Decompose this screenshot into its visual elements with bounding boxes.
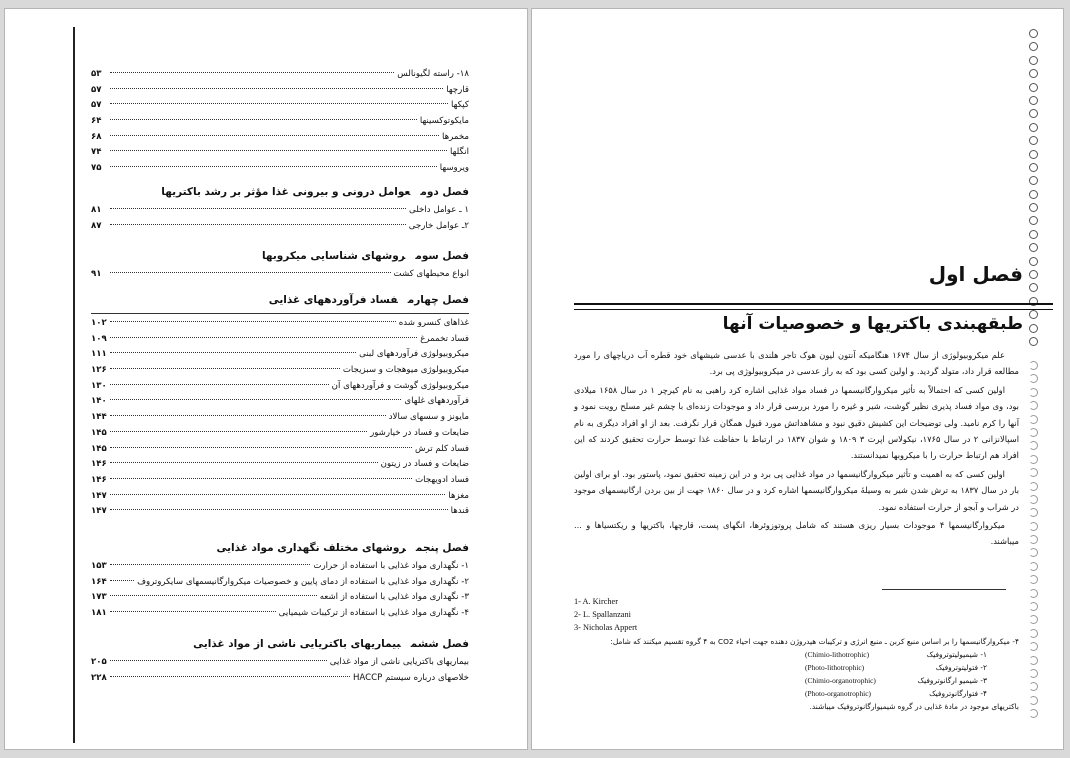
footnote-4-item-fa: ۴- فتوارگانوتروفیک — [929, 689, 987, 698]
toc-entry-title: فساد کلم ترش — [415, 443, 469, 454]
paragraph: میکروارگانیسمها ۴ موجودات بسیار ریزی هستند که شامل پروتوزوئرها، انگهای پست، قارچها، باکتریها و ریکتسیاها و ... میباشند. — [574, 520, 1019, 547]
binding-hole-icon — [1029, 522, 1038, 531]
toc-entry — [91, 489, 469, 505]
toc-leader-dots — [110, 208, 406, 209]
toc-leader-dots — [110, 352, 356, 353]
toc-entry-title: قارچها — [446, 84, 469, 95]
toc-entry-page: ۶۴ — [91, 116, 102, 127]
toc-entry-title: مایونز و سسهای سالاد — [388, 412, 469, 423]
paragraph: علم میکروبیولوژی از سال ۱۶۷۴ هنگامیکه آنتون لیون هوک تاجر هلندی با عدسی شیشهای خود قطره آب دریاچهای را مورد مطالعه قرار داد، متولد گردید. و اولین کسی بود که به راز عدسی در میکروبیولوژی پی برد. — [574, 350, 1019, 377]
binding-hole-icon — [1029, 243, 1038, 252]
toc-entry-page: ۱۴۷ — [91, 506, 107, 517]
chapter-title: فصل اول — [928, 262, 1023, 286]
binding-hole-icon — [1029, 615, 1038, 624]
title-rule — [574, 303, 1053, 305]
footnote-4 — [574, 635, 1019, 713]
footnote-4-item — [805, 674, 1005, 687]
toc-entry — [91, 83, 469, 99]
toc-entry — [91, 145, 469, 161]
toc-entry-page: ۸۱ — [91, 205, 102, 215]
toc-entry-page: ۱۴۶ — [91, 474, 107, 485]
footnote-4-item — [805, 648, 1005, 661]
toc-entry-title: خلاصهای درباره سیستم HACCP — [352, 672, 469, 683]
toc-entry — [91, 379, 469, 395]
toc-entry-title: انگلها — [450, 147, 469, 158]
toc-entry-page: ۵۳ — [91, 69, 102, 79]
toc-entry — [91, 473, 469, 489]
paragraph: اولین کسی که به اهمیت و تأثیر میکروارگانیسمها در مواد غذایی پی برد و در این زمینه تحقیق نمود، پاستور بود. او برای اولین بار در سال ۱۸۳۷ به ترش شدن شیر به وسیلهٔ میکروارگانیسمها اشاره کرد و در سال ۱۸۶۰ جهت از بین بردن ارگانیسمهای موجود در شراب و آبجو از حرارت استفاده نمود. — [574, 468, 1020, 512]
toc-entry — [91, 267, 469, 283]
toc-leader-dots — [110, 595, 317, 596]
toc-entry — [91, 504, 469, 520]
toc-leader-dots — [110, 103, 448, 104]
toc-entry-title: قندها — [450, 506, 469, 517]
binding-hole-icon — [1029, 283, 1038, 292]
toc-entry-title: کپکها — [450, 100, 469, 111]
toc-entry-page: ۷۴ — [91, 147, 102, 158]
footnote-4-item-en: (Chimio-lithotrophic) — [805, 650, 870, 659]
footnote-4-item-fa: ۱- شیمیولیتوتروفیک — [926, 650, 987, 659]
toc-entry — [91, 98, 469, 114]
toc-entry-page: ۱۰۲ — [91, 318, 107, 328]
body-text — [574, 347, 1019, 552]
binding-hole-icon — [1029, 535, 1038, 544]
toc-leader-dots — [110, 384, 329, 385]
binding-hole-icon — [1029, 548, 1038, 557]
footnote-4-item — [805, 661, 1005, 674]
footnote-4-item-en: (Photo-lithotrophic) — [805, 663, 865, 672]
separator — [91, 313, 469, 314]
binding-holes-shadow — [1029, 361, 1041, 723]
toc-entry-page: ۱۴۷ — [91, 490, 107, 501]
chapter3-block — [91, 245, 469, 283]
toc-entry-page: ۱۴۶ — [91, 459, 107, 470]
toc-leader-dots — [110, 368, 340, 369]
footnote-rule — [882, 589, 1006, 590]
toc-entry — [91, 442, 469, 458]
toc-entry-page: ۱۴۵ — [91, 427, 107, 438]
toc-entry-title: مغزها — [448, 490, 469, 501]
toc-entry — [91, 655, 469, 671]
toc-entry-page: ۱۷۳ — [91, 592, 107, 603]
binding-hole-icon — [1029, 642, 1038, 651]
toc-entry — [91, 426, 469, 442]
toc-leader-dots — [110, 88, 443, 89]
footnote-4-outro: باکتریهای موجود در مادهٔ غذایی در گروه شیمیوارگانوتروفیک میباشند. — [809, 702, 1019, 711]
toc-entry-title: ضایعات و فساد در زیتون — [380, 459, 469, 470]
toc-leader-dots — [110, 119, 417, 120]
binding-hole-icon — [1029, 136, 1038, 145]
toc-leader-dots — [110, 224, 406, 225]
chapter6-block — [91, 633, 469, 686]
toc-entry-title: ۳- نگهداری مواد غذایی با استفاده از اشعه — [319, 592, 469, 603]
toc-leader-dots — [110, 580, 134, 581]
toc-entry-page: ۸۷ — [91, 220, 102, 231]
toc-entry — [91, 130, 469, 146]
chapter-heading: فصل پنجمروشهای مختلف نگهداری مواد غذایی — [216, 542, 469, 554]
toc-entry-title: مایکوتوکسینها — [419, 116, 469, 127]
toc-leader-dots — [110, 509, 448, 510]
toc-entry — [91, 332, 469, 348]
toc-entry-title: ۴- نگهداری مواد غذایی با استفاده از ترکیبات شیمیایی — [278, 608, 469, 619]
binding-hole-icon — [1029, 150, 1038, 159]
toc-leader-dots — [110, 431, 367, 432]
toc-entry — [91, 606, 469, 622]
binding-hole-icon — [1029, 428, 1038, 437]
chapter4-block — [91, 289, 469, 311]
toc-leader-dots — [110, 611, 276, 612]
toc-leader-dots — [110, 135, 439, 136]
chapter-heading: فصل ششمبیماریهای باکتریایی ناشی از مواد غذایی — [193, 638, 469, 650]
binding-hole-icon — [1029, 176, 1038, 185]
binding-hole-icon — [1029, 388, 1038, 397]
binding-hole-icon — [1029, 69, 1038, 78]
toc-leader-dots — [110, 321, 396, 322]
toc-entry-title: میکروبیولوژی گوشت و فرآوردههای آن — [331, 380, 469, 391]
footnote-4-item-en: (Photo-organotrophic) — [805, 689, 871, 698]
binding-hole-icon — [1029, 575, 1038, 584]
toc-entry-page: ۶۸ — [91, 131, 102, 142]
toc-entry — [91, 559, 469, 575]
toc-entry-title: میکروبیولوژی فرآوردههای لبنی — [359, 349, 469, 360]
footnote-4-item-fa: ۲- فتولیتوتروفیک — [935, 663, 987, 672]
binding-hole-icon — [1029, 163, 1038, 172]
toc-entry-title: فرآوردههای غلهای — [404, 396, 469, 407]
toc-leader-dots — [110, 399, 401, 400]
toc-leader-dots — [110, 478, 412, 479]
toc-entry — [91, 590, 469, 606]
chapter-heading: فصل چهارمفساد فرآوردههای غذایی — [268, 294, 469, 306]
chapter4-items — [91, 316, 469, 520]
toc-leader-dots — [110, 415, 386, 416]
binding-hole-icon — [1029, 337, 1038, 346]
binding-hole-icon — [1029, 696, 1038, 705]
chapter-heading: فصل سومروشهای شناسایی میکروبها — [261, 250, 469, 262]
binding-hole-icon — [1029, 602, 1038, 611]
binding-hole-icon — [1029, 230, 1038, 239]
toc-entry — [91, 347, 469, 363]
toc-entry-page: ۱۴۴ — [91, 412, 107, 423]
binding-hole-icon — [1029, 508, 1038, 517]
toc-entry-title: انواع محیطهای کشت — [393, 269, 469, 279]
toc-leader-dots — [110, 272, 391, 273]
toc-entry-page: ۱۳۰ — [91, 380, 107, 391]
toc-entry-title: ۱ ـ عوامل داخلی — [409, 205, 469, 215]
paragraph: اولین کسی که احتمالاً به تأثیر میکروارگانیسمها در فساد مواد غذایی اشاره کرد راهبی به نام کیرچر ۱ در سال ۱۶۵۸ میلادی بود، وی مواد فساد پذیری نظیر گوشت، شیر و غیره را مورد بررسی قرار داد و موجودات زنده‌ای با چشم غیر مسلح رویت نمود و آنها را کرم نامید. ولی توضیحات این کشیش دقیق نبود و مشاهداتش مورد قبول همگان قرار نگرفت. بعد از او افراد دیگری به نام اسپالانزانی ۲ در سال ۱۷۶۵، نیکولاس اپرت ۳ ۱۸۰۹ و شوان ۱۸۳۷ در ارتباط با حفاظت غذا توسط حرارت تحقیق کردند که این افراد هم ارتباط حرارت را با میکروبها نمیدانستند. — [574, 384, 1020, 461]
toc-entry — [91, 410, 469, 426]
toc-entry — [91, 394, 469, 410]
toc-entry — [91, 575, 469, 591]
left-page — [4, 8, 528, 750]
toc-entry-page: ۵۷ — [91, 84, 102, 95]
footnote: 2- L. Spallanzani — [574, 610, 631, 619]
toc-entry-page: ۱۱۱ — [91, 349, 107, 360]
toc-leader-dots — [110, 660, 327, 661]
binding-hole-icon — [1029, 203, 1038, 212]
toc-entry — [91, 203, 469, 219]
binding-hole-icon — [1029, 682, 1038, 691]
toc-entry-title: ۱- نگهداری مواد غذایی با استفاده از حرارت — [313, 561, 469, 571]
binding-hole-icon — [1029, 190, 1038, 199]
toc-entry-page: ۵۷ — [91, 100, 102, 111]
binding-hole-icon — [1029, 482, 1038, 491]
toc-entry-title: ۲ـ عوامل خارجی — [408, 220, 469, 231]
toc-entry — [91, 671, 469, 687]
title-rule-thin — [574, 309, 1053, 310]
toc-entry-title: ضایعات و فساد در خیارشور — [370, 427, 469, 438]
toc-entry-page: ۱۴۰ — [91, 396, 107, 407]
toc-entry-page: ۲۰۵ — [91, 657, 107, 667]
footnotes — [574, 595, 637, 634]
toc-entry-title: میکروبیولوژی میوهجات و سبزیجات — [342, 365, 469, 376]
binding-hole-icon — [1029, 468, 1038, 477]
toc-entry-title: فساد ادویهجات — [415, 474, 469, 485]
binding-hole-icon — [1029, 324, 1038, 333]
chapter-heading: فصل دومعوامل درونی و بیرونی غذا مؤثر بر رشد باکتریها — [161, 186, 469, 198]
toc-entry-page: ۹۱ — [91, 269, 102, 279]
toc-leader-dots — [110, 447, 412, 448]
toc-entry — [91, 219, 469, 235]
toc-top — [91, 67, 469, 177]
right-page — [531, 8, 1064, 750]
binding-hole-icon — [1029, 374, 1038, 383]
binding-hole-icon — [1029, 562, 1038, 571]
binding-hole-icon — [1029, 310, 1038, 319]
toc-leader-dots — [110, 462, 378, 463]
toc-entry-page: ۲۲۸ — [91, 672, 107, 683]
toc-leader-dots — [110, 494, 445, 495]
footnote-4-item-fa: ۳- شیمیو ارگانوتروفیک — [917, 676, 987, 685]
toc-leader-dots — [110, 150, 447, 151]
toc-leader-dots — [110, 72, 394, 73]
binding-hole-icon — [1029, 441, 1038, 450]
toc-leader-dots — [110, 337, 417, 338]
binding-hole-icon — [1029, 109, 1038, 118]
binding-hole-icon — [1029, 629, 1038, 638]
toc-entry — [91, 363, 469, 379]
toc-entry-title: ۱۸- راسته لگیونالس — [397, 69, 469, 79]
toc-entry — [91, 67, 469, 83]
toc-entry-title: ۲- نگهداری مواد غذایی با استفاده از دمای پایین و خصوصیات میکروارگانیسمهای سایکروتروف — [137, 576, 469, 587]
binding-hole-icon — [1029, 56, 1038, 65]
toc-entry-page: ۷۵ — [91, 163, 102, 174]
binding-hole-icon — [1029, 709, 1038, 718]
footnote-4-item-en: (Chimio-organotrophic) — [805, 676, 876, 685]
binding-hole-icon — [1029, 29, 1038, 38]
toc-entry — [91, 161, 469, 177]
toc-entry-title: مخمرها — [441, 131, 469, 142]
binding-hole-icon — [1029, 455, 1038, 464]
footnote-4-list — [785, 648, 1005, 700]
toc-entry-page: ۱۲۶ — [91, 365, 107, 376]
toc-entry-page: ۱۰۹ — [91, 333, 107, 344]
binding-hole-icon — [1029, 96, 1038, 105]
binding-hole-icon — [1029, 83, 1038, 92]
footnote-4-intro: ۴- میکروارگانیسمها را بر اساس منبع کربن ـ منبع انرژی و ترکیبات هیدروژن دهنده جهت احیاء CO2 به ۴ گروه تقسیم میکنند که شامل: — [610, 637, 1019, 646]
chapter5-block — [91, 537, 469, 622]
toc-entry-page: ۱۴۵ — [91, 443, 107, 454]
toc-entry — [91, 457, 469, 473]
binding-hole-icon — [1029, 216, 1038, 225]
binding-hole-icon — [1029, 361, 1038, 370]
section-title: طبقهبندی باکتریها و خصوصیات آنها — [722, 314, 1023, 334]
binding-hole-icon — [1029, 42, 1038, 51]
binding-hole-icon — [1029, 415, 1038, 424]
toc-entry-page: ۱۵۳ — [91, 561, 107, 571]
binding-hole-icon — [1029, 401, 1038, 410]
toc-entry-page: ۱۶۴ — [91, 576, 107, 587]
chapter2-block — [91, 181, 469, 234]
binding-hole-icon — [1029, 656, 1038, 665]
toc-entry — [91, 114, 469, 130]
binding-hole-icon — [1029, 270, 1038, 279]
toc-entry-title: ویروسها — [439, 163, 469, 174]
binding-hole-icon — [1029, 495, 1038, 504]
footnote: 3- Nicholas Appert — [574, 623, 638, 632]
toc-leader-dots — [110, 564, 310, 565]
toc-entry-title: فساد تخممرغ — [420, 333, 469, 344]
toc-entry — [91, 316, 469, 332]
toc-leader-dots — [110, 676, 350, 677]
toc-entry-page: ۱۸۱ — [91, 608, 107, 619]
margin-line — [73, 27, 75, 743]
toc-entry-title: غذاهای کنسرو شده — [398, 318, 469, 328]
binding-hole-icon — [1029, 123, 1038, 132]
binding-hole-icon — [1029, 589, 1038, 598]
binding-hole-icon — [1029, 669, 1038, 678]
footnote-4-item — [805, 687, 1005, 700]
footnote: 1- A. Kircher — [574, 597, 619, 606]
toc-entry-title: بیماریهای باکتریایی ناشی از مواد غذایی — [329, 657, 469, 667]
binding-hole-icon — [1029, 257, 1038, 266]
toc-leader-dots — [110, 166, 437, 167]
